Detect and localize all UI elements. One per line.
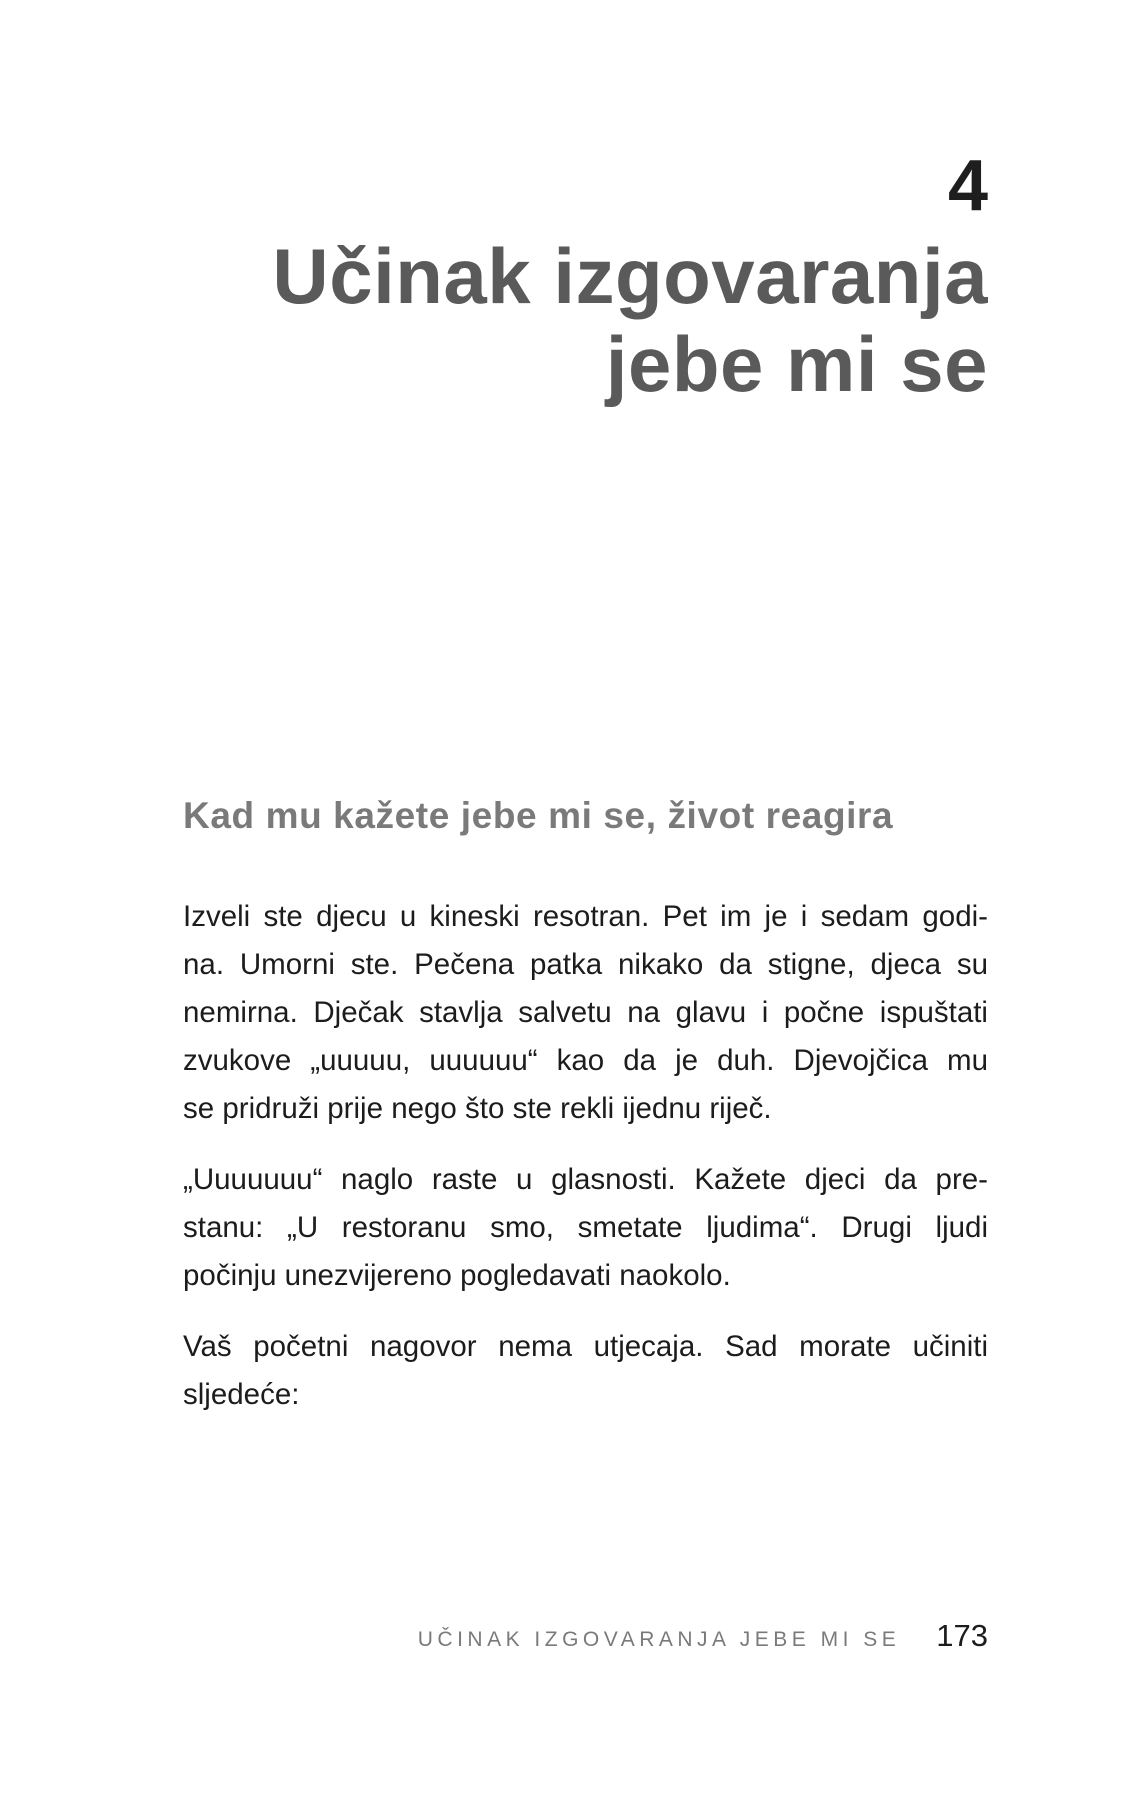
body-text xyxy=(183,893,988,1442)
text-line: se pridruži prije nego što ste rekli ijednu riječ. xyxy=(183,1092,772,1125)
chapter-title-line: Učinak izgovaranja xyxy=(272,232,988,320)
text-line: počinju unezvijereno pogledavati naokolo. xyxy=(183,1259,731,1292)
chapter-title-line: jebe mi se xyxy=(605,320,988,408)
chapter-number: 4 xyxy=(947,146,988,226)
section-heading: Kad mu kažete jebe mi se, život reagira xyxy=(183,795,894,836)
text-line: Izveli ste djecu u kineski resotran. Pet im je i sedam godi- xyxy=(183,900,988,933)
text-line: zvukove „uuuuu, uuuuuu“ kao da je duh. Djevojčica mu xyxy=(183,1044,988,1077)
page-number: 173 xyxy=(936,1618,988,1653)
text-line: stanu: „U restoranu smo, smetate ljudima“. Drugi ljudi xyxy=(183,1211,988,1244)
text-line: na. Umorni ste. Pečena patka nikako da stigne, djeca su xyxy=(183,948,988,981)
chapter-title xyxy=(272,232,988,408)
text-line: nemirna. Dječak stavlja salvetu na glavu i počne ispuštati xyxy=(183,996,988,1029)
paragraph xyxy=(183,893,988,1133)
text-line: „Uuuuuuu“ naglo raste u glasnosti. Kažete djeci da pre- xyxy=(183,1163,988,1196)
text-line: sljedeće: xyxy=(183,1378,300,1411)
paragraph xyxy=(183,1323,988,1419)
running-head: UČINAK IZGOVARANJA JEBE MI SE xyxy=(417,1628,901,1651)
paragraph xyxy=(183,1156,988,1300)
text-line: Vaš početni nagovor nema utjecaja. Sad morate učiniti xyxy=(183,1330,988,1363)
page-footer xyxy=(418,1618,988,1654)
